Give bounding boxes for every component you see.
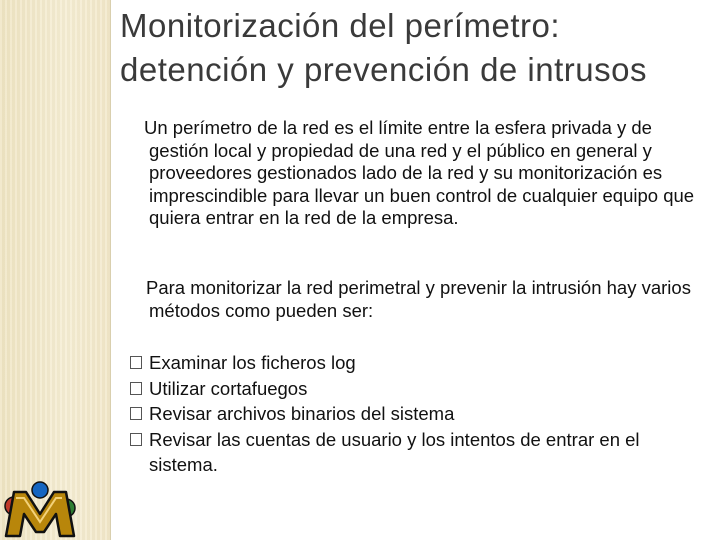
list-item — [130, 401, 710, 427]
list-item — [130, 350, 710, 376]
magic-m-logo-icon — [0, 478, 80, 540]
methods-list — [130, 350, 710, 478]
list-item-text: Revisar las cuentas de usuario y los intentos de entrar en el sistema. — [149, 428, 640, 475]
list-item — [130, 376, 710, 402]
decorative-side-strip — [0, 0, 110, 540]
bullet-box-icon — [130, 356, 142, 369]
list-item-text: Examinar los ficheros log — [149, 352, 356, 373]
side-strip-border — [110, 0, 111, 540]
bullet-box-icon — [130, 407, 142, 420]
bullet-box-icon — [130, 433, 142, 446]
list-item-text: Revisar archivos binarios del sistema — [149, 403, 455, 424]
list-item-text: Utilizar cortafuegos — [149, 377, 308, 399]
slide-title: Monitorización del perímetro: detención y prevención de intrusos — [120, 7, 647, 88]
bullet-box-icon — [130, 382, 142, 395]
intro-paragraph: Un perímetro de la red es el límite entre la esfera privada y de gestión local y propiedad de una red y el público en general y proveedores gestionados lado de la red y su monitorización es imprescindible para llevar un buen control de cualquier equipo que quiera entrar en la red de la empresa. — [144, 117, 695, 228]
methods-intro-paragraph: Para monitorizar la red perimetral y prevenir la intrusión hay varios métodos como pueden ser: — [146, 277, 691, 321]
list-item — [130, 427, 710, 478]
